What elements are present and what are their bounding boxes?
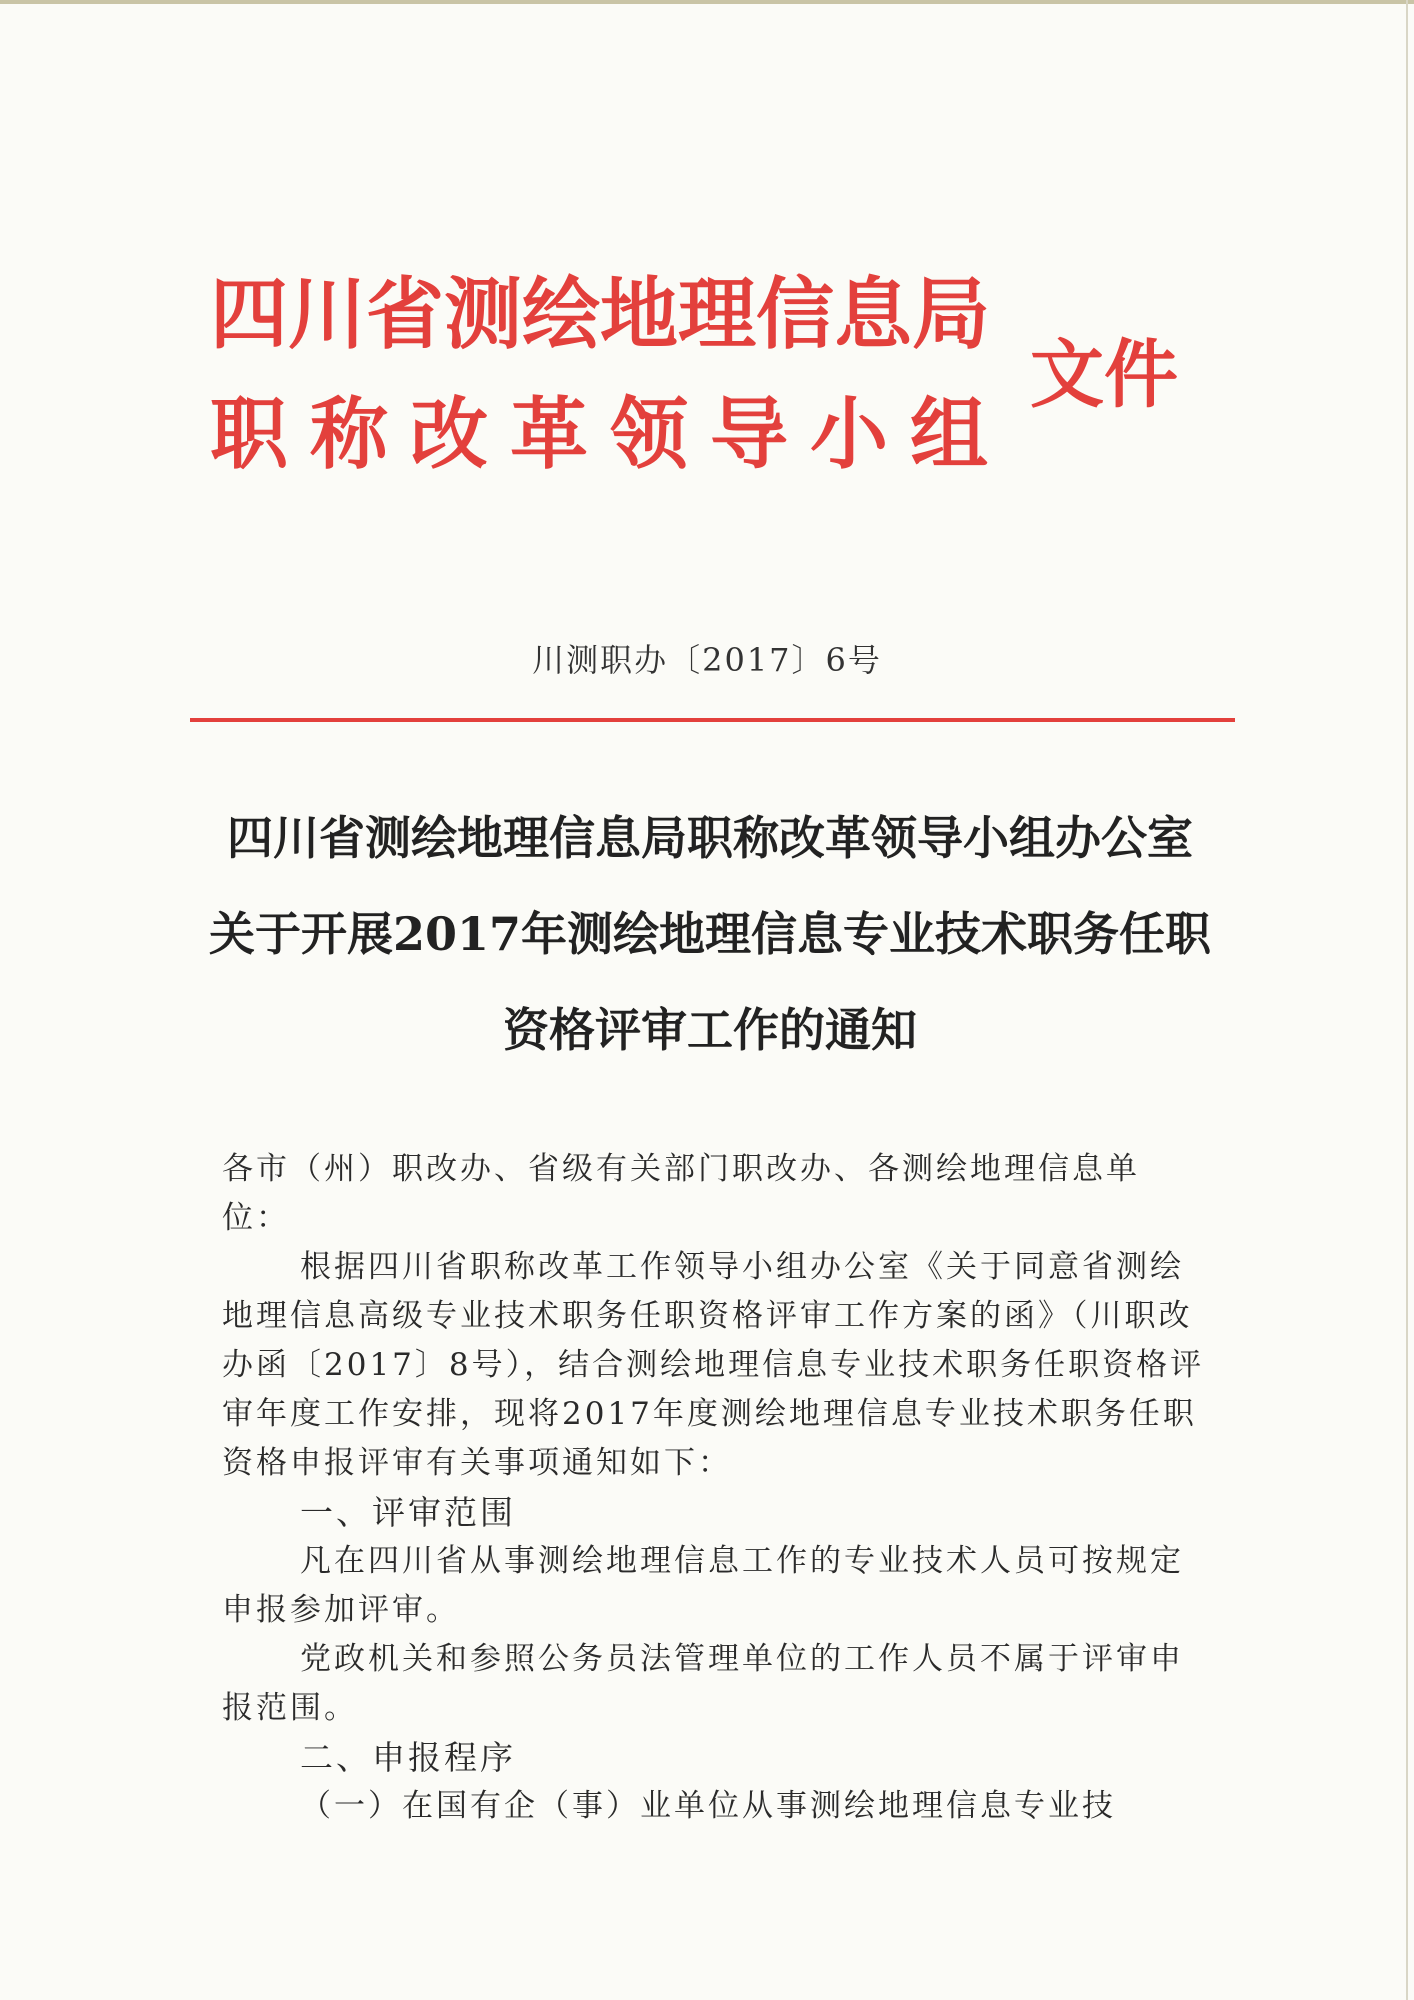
document-title (200, 810, 1220, 1098)
title-line-3: 资格评审工作的通知 (503, 1003, 917, 1057)
scan-edge-right (1406, 0, 1408, 2000)
intro-paragraph: 根据四川省职称改革工作领导小组办公室《关于同意省测绘地理信息高级专业技术职务任职资格评审工作方案的函》（川职改办函〔2017〕8号），结合测绘地理信息专业技术职务任职资格评审年度工作安排，现将2017年度测绘地理信息专业技术职务任职资格申报评审有关事项通知如下： (222, 1249, 1205, 1481)
addressee: 各市（州）职改办、省级有关部门职改办、各测绘地理信息单位： (222, 1151, 1140, 1236)
section-heading-scope: 一、评审范围 (300, 1493, 516, 1532)
procedure-paragraph-1: （一）在国有企（事）业单位从事测绘地理信息专业技 (300, 1788, 1116, 1824)
document-type-label: 文件 (1030, 332, 1178, 418)
scope-paragraph-1: 凡在四川省从事测绘地理信息工作的专业技术人员可按规定申报参加评审。 (222, 1543, 1184, 1628)
scope-paragraph-2: 党政机关和参照公务员法管理单位的工作人员不属于评审申报范围。 (222, 1641, 1184, 1726)
section-heading-procedure: 二、申报程序 (300, 1738, 516, 1777)
title-line-1: 四川省测绘地理信息局职称改革领导小组办公室 (227, 811, 1193, 865)
issuer-line-1: 四川省测绘地理信息局 (210, 269, 991, 360)
document-header (210, 270, 1210, 500)
document-number: 川测职办〔2017〕6号 (532, 641, 882, 679)
scan-edge-top (0, 0, 1414, 4)
title-line-2: 关于开展2017年测绘地理信息专业技术职务任职 (208, 907, 1212, 961)
document-body (222, 1145, 1207, 1831)
issuer-line-2: 职称改革领导小组 (210, 389, 1011, 480)
header-divider (190, 718, 1235, 722)
